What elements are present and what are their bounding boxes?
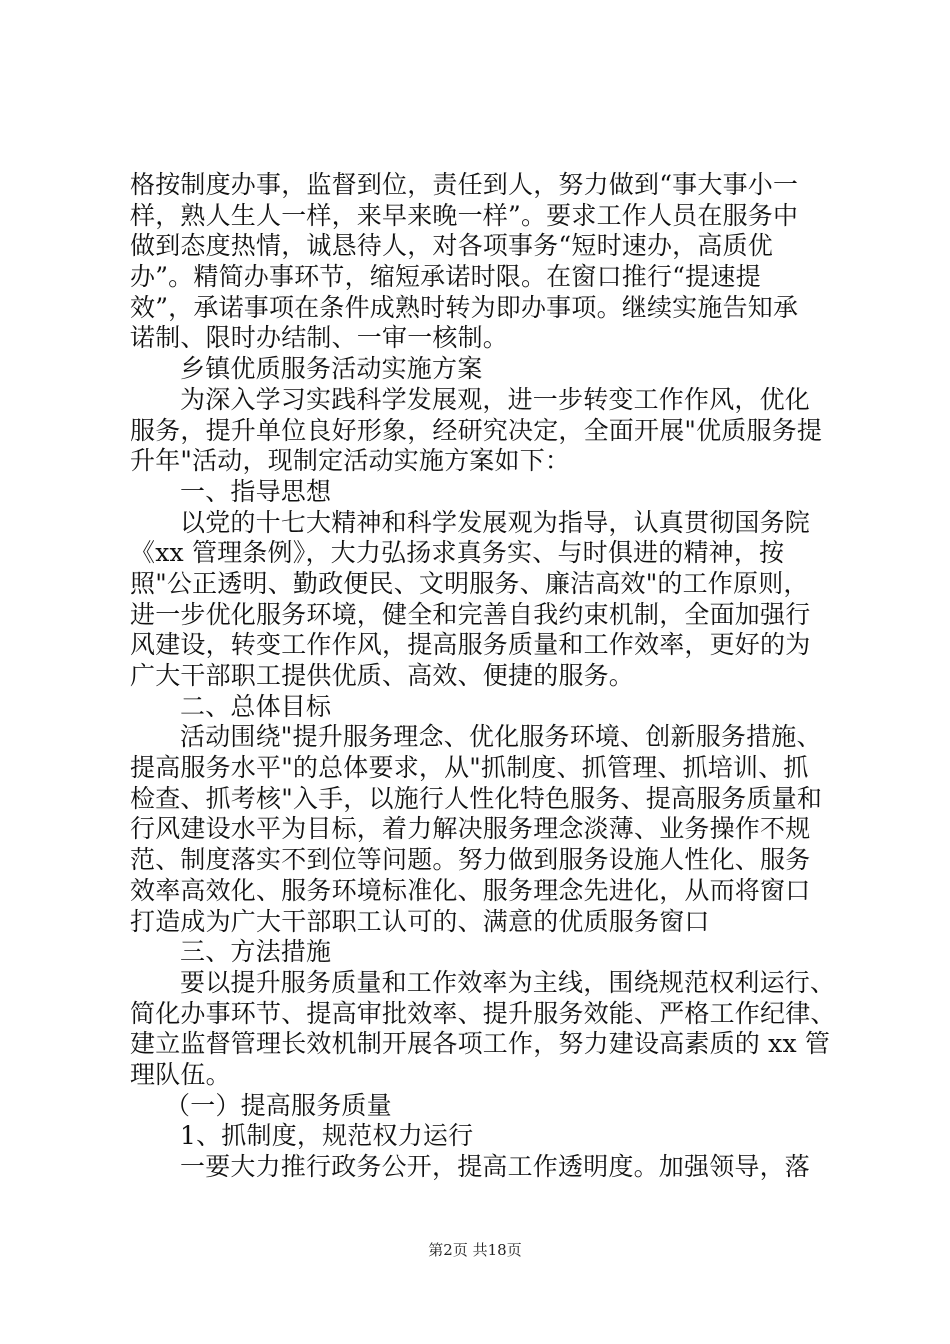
subsection-heading: （一）提高服务质量: [165, 1090, 392, 1120]
text-line: 升年"活动，现制定活动实施方案如下：: [130, 446, 571, 476]
text-line: 格按制度办事，监督到位，责任到人，努力做到“事大事小一: [130, 170, 799, 199]
text-line: 一要大力推行政务公开，提高工作透明度。加强领导，落: [180, 1152, 811, 1181]
text-line: 简化办事环节、提高审批效率、提升服务效能、严格工作纪律、: [130, 998, 836, 1028]
text-line: 要以提升服务质量和工作效率为主线，围绕规范权利运行、: [180, 967, 836, 997]
text-line: 风建设，转变工作作风，提高服务质量和工作效率，更好的为: [130, 630, 811, 660]
text-line: 诺制、限时办结制、一审一核制。: [130, 323, 509, 353]
text-line: 进一步优化服务环境，健全和完善自我约束机制，全面加强行: [130, 599, 811, 629]
text-line: 广大干部职工提供优质、高效、便捷的服务。: [130, 661, 635, 690]
text-line: 照"公正透明、勤政便民、文明服务、廉洁高效"的工作原则，: [130, 568, 809, 598]
text-line: 建立监督管理长效机制开展各项工作，努力建设高素质的 xx 管: [130, 1029, 831, 1059]
section-heading: 二、总体目标: [180, 691, 332, 721]
text-line: 理队伍。: [130, 1059, 231, 1089]
section-heading: 一、指导思想: [180, 476, 332, 506]
text-line: 为深入学习实践科学发展观，进一步转变工作作风，优化: [180, 384, 811, 414]
text-line: 检查、抓考核"入手，以施行人性化特色服务、提高服务质量和: [130, 783, 823, 813]
text-line: 行风建设水平为目标，着力解决服务理念淡薄、业务操作不规: [130, 814, 811, 844]
text-line: 提高服务水平"的总体要求，从"抓制度、抓管理、抓培训、抓: [130, 753, 809, 783]
text-line: 效”，承诺事项在条件成熟时转为即办事项。继续实施告知承: [130, 292, 799, 322]
page-footer: 第2页 共18页: [428, 1241, 522, 1259]
section-heading: 三、方法措施: [180, 937, 332, 967]
text-line: 范、制度落实不到位等问题。努力做到服务设施人性化、服务: [130, 845, 811, 875]
text-line: 以党的十七大精神和科学发展观为指导，认真贯彻国务院: [180, 507, 811, 537]
text-line: 办”。精简办事环节，缩短承诺时限。在窗口推行“提速提: [130, 262, 761, 292]
text-line: 服务，提升单位良好形象，经研究决定，全面开展"优质服务提: [130, 415, 823, 445]
text-line: 样，熟人生人一样，来早来晚一样”。要求工作人员在服务中: [130, 200, 799, 230]
text-line: 做到态度热情，诚恳待人，对各项事务“短时速办，高质优: [130, 231, 773, 261]
text-line: 打造成为广大干部职工认可的、满意的优质服务窗口: [130, 906, 710, 936]
subsection-heading: 1、抓制度，规范权力运行: [180, 1121, 474, 1151]
text-line: 活动围绕"提升服务理念、优化服务环境、创新服务措施、: [180, 722, 822, 752]
section-heading: 乡镇优质服务活动实施方案: [180, 354, 483, 384]
text-line: 《xx 管理条例》，大力弘扬求真务实、与时俱进的精神，按: [130, 538, 785, 568]
text-line: 效率高效化、服务环境标准化、服务理念先进化，从而将窗口: [130, 875, 811, 905]
